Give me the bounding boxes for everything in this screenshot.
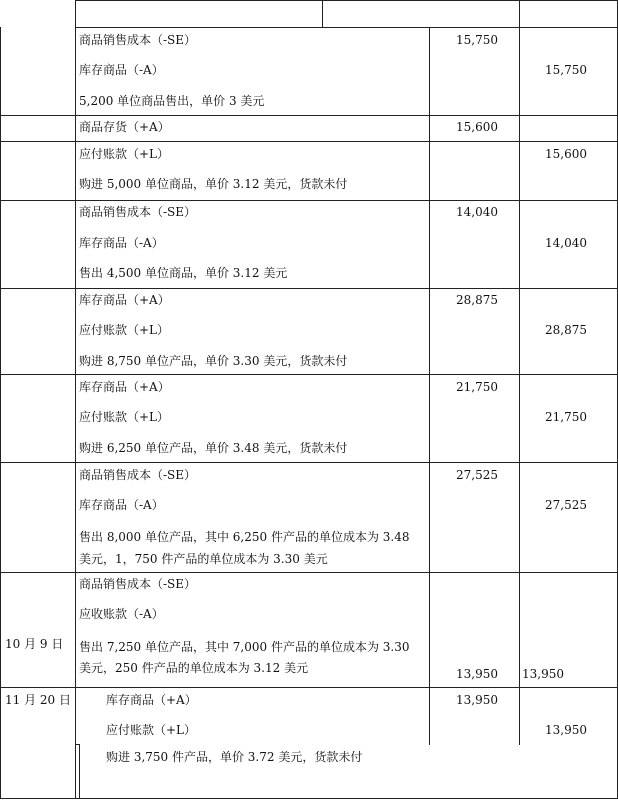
column-rule	[322, 0, 323, 28]
row-rule	[0, 572, 618, 573]
column-rule	[519, 0, 520, 745]
entry-description: 购进 5,000 单位商品，单价 3.12 美元，货款未付	[79, 177, 348, 191]
row-rule	[0, 141, 618, 142]
row-rule	[0, 115, 618, 116]
debit-amount: 14,040	[456, 205, 498, 219]
debit-amount: 15,750	[456, 33, 498, 47]
account-line: 库存商品（+A）	[79, 293, 170, 307]
account-line: 应付账款（+L）	[106, 723, 197, 737]
row-rule	[75, 27, 618, 28]
credit-amount: 21,750	[545, 410, 587, 424]
credit-amount: 14,040	[545, 236, 587, 250]
entry-description: 5,200 单位商品售出，单价 3 美元	[79, 94, 265, 108]
account-line: 库存商品（-A）	[79, 498, 164, 512]
account-line: 应付账款（+L）	[79, 410, 170, 424]
row-rule	[0, 200, 618, 201]
entry-date: 10 月 9 日	[5, 637, 64, 651]
entry-description: 售出 4,500 单位商品，单价 3.12 美元	[79, 266, 288, 280]
column-rule	[75, 0, 76, 799]
credit-amount: 13,950	[545, 723, 587, 737]
row-rule	[75, 0, 618, 1]
row-rule	[0, 374, 618, 375]
entry-description: 购进 8,750 单位产品，单价 3.30 美元，货款未付	[79, 354, 348, 368]
debit-amount: 28,875	[456, 293, 498, 307]
entry-description: 购进 6,250 单位产品，单价 3.48 美元，货款未付	[79, 441, 348, 455]
credit-amount: 28,875	[545, 323, 587, 337]
account-line: 应付账款（+L）	[79, 147, 170, 161]
entry-description: 美元，250 件产品的单位成本为 3.12 美元	[79, 661, 309, 675]
debit-amount: 15,600	[456, 120, 498, 134]
account-line: 商品销售成本（-SE）	[79, 205, 197, 219]
account-line: 库存商品（+A）	[106, 693, 197, 707]
entry-description: 售出 7,250 单位产品，其中 7,000 件产品的单位成本为 3.30	[79, 640, 410, 654]
row-rule	[0, 687, 618, 688]
account-line: 应付账款（+L）	[79, 323, 170, 337]
debit-amount: 13,950	[456, 693, 498, 707]
account-line: 库存商品（-A）	[79, 236, 164, 250]
debit-amount: 27,525	[456, 468, 498, 482]
account-line: 库存商品（-A）	[79, 63, 164, 77]
row-rule	[0, 288, 618, 289]
account-line: 商品存货（+A）	[79, 120, 170, 134]
row-rule	[0, 798, 618, 799]
account-line: 应收账款（-A）	[79, 607, 164, 621]
column-rule	[0, 27, 1, 799]
account-line: 商品销售成本（-SE）	[79, 33, 197, 47]
credit-amount: 15,750	[545, 63, 587, 77]
entry-description: 美元，1，750 件产品的单位成本为 3.30 美元	[79, 552, 328, 566]
entry-description: 售出 8,000 单位产品，其中 6,250 件产品的单位成本为 3.48	[79, 530, 410, 544]
entry-description: 购进 3,750 件产品，单价 3.72 美元，货款未付	[106, 750, 363, 764]
entry-date: 11 月 20 日	[5, 693, 71, 707]
account-line: 商品销售成本（-SE）	[79, 577, 197, 591]
account-line: 商品销售成本（-SE）	[79, 468, 197, 482]
row-rule	[0, 462, 618, 463]
credit-amount: 15,600	[545, 147, 587, 161]
debit-amount: 21,750	[456, 380, 498, 394]
account-line: 库存商品（+A）	[79, 380, 170, 394]
credit-amount: 27,525	[545, 498, 587, 512]
column-rule	[79, 744, 80, 799]
debit-amount: 13,950	[456, 667, 498, 681]
credit-amount: 13,950	[522, 667, 564, 681]
